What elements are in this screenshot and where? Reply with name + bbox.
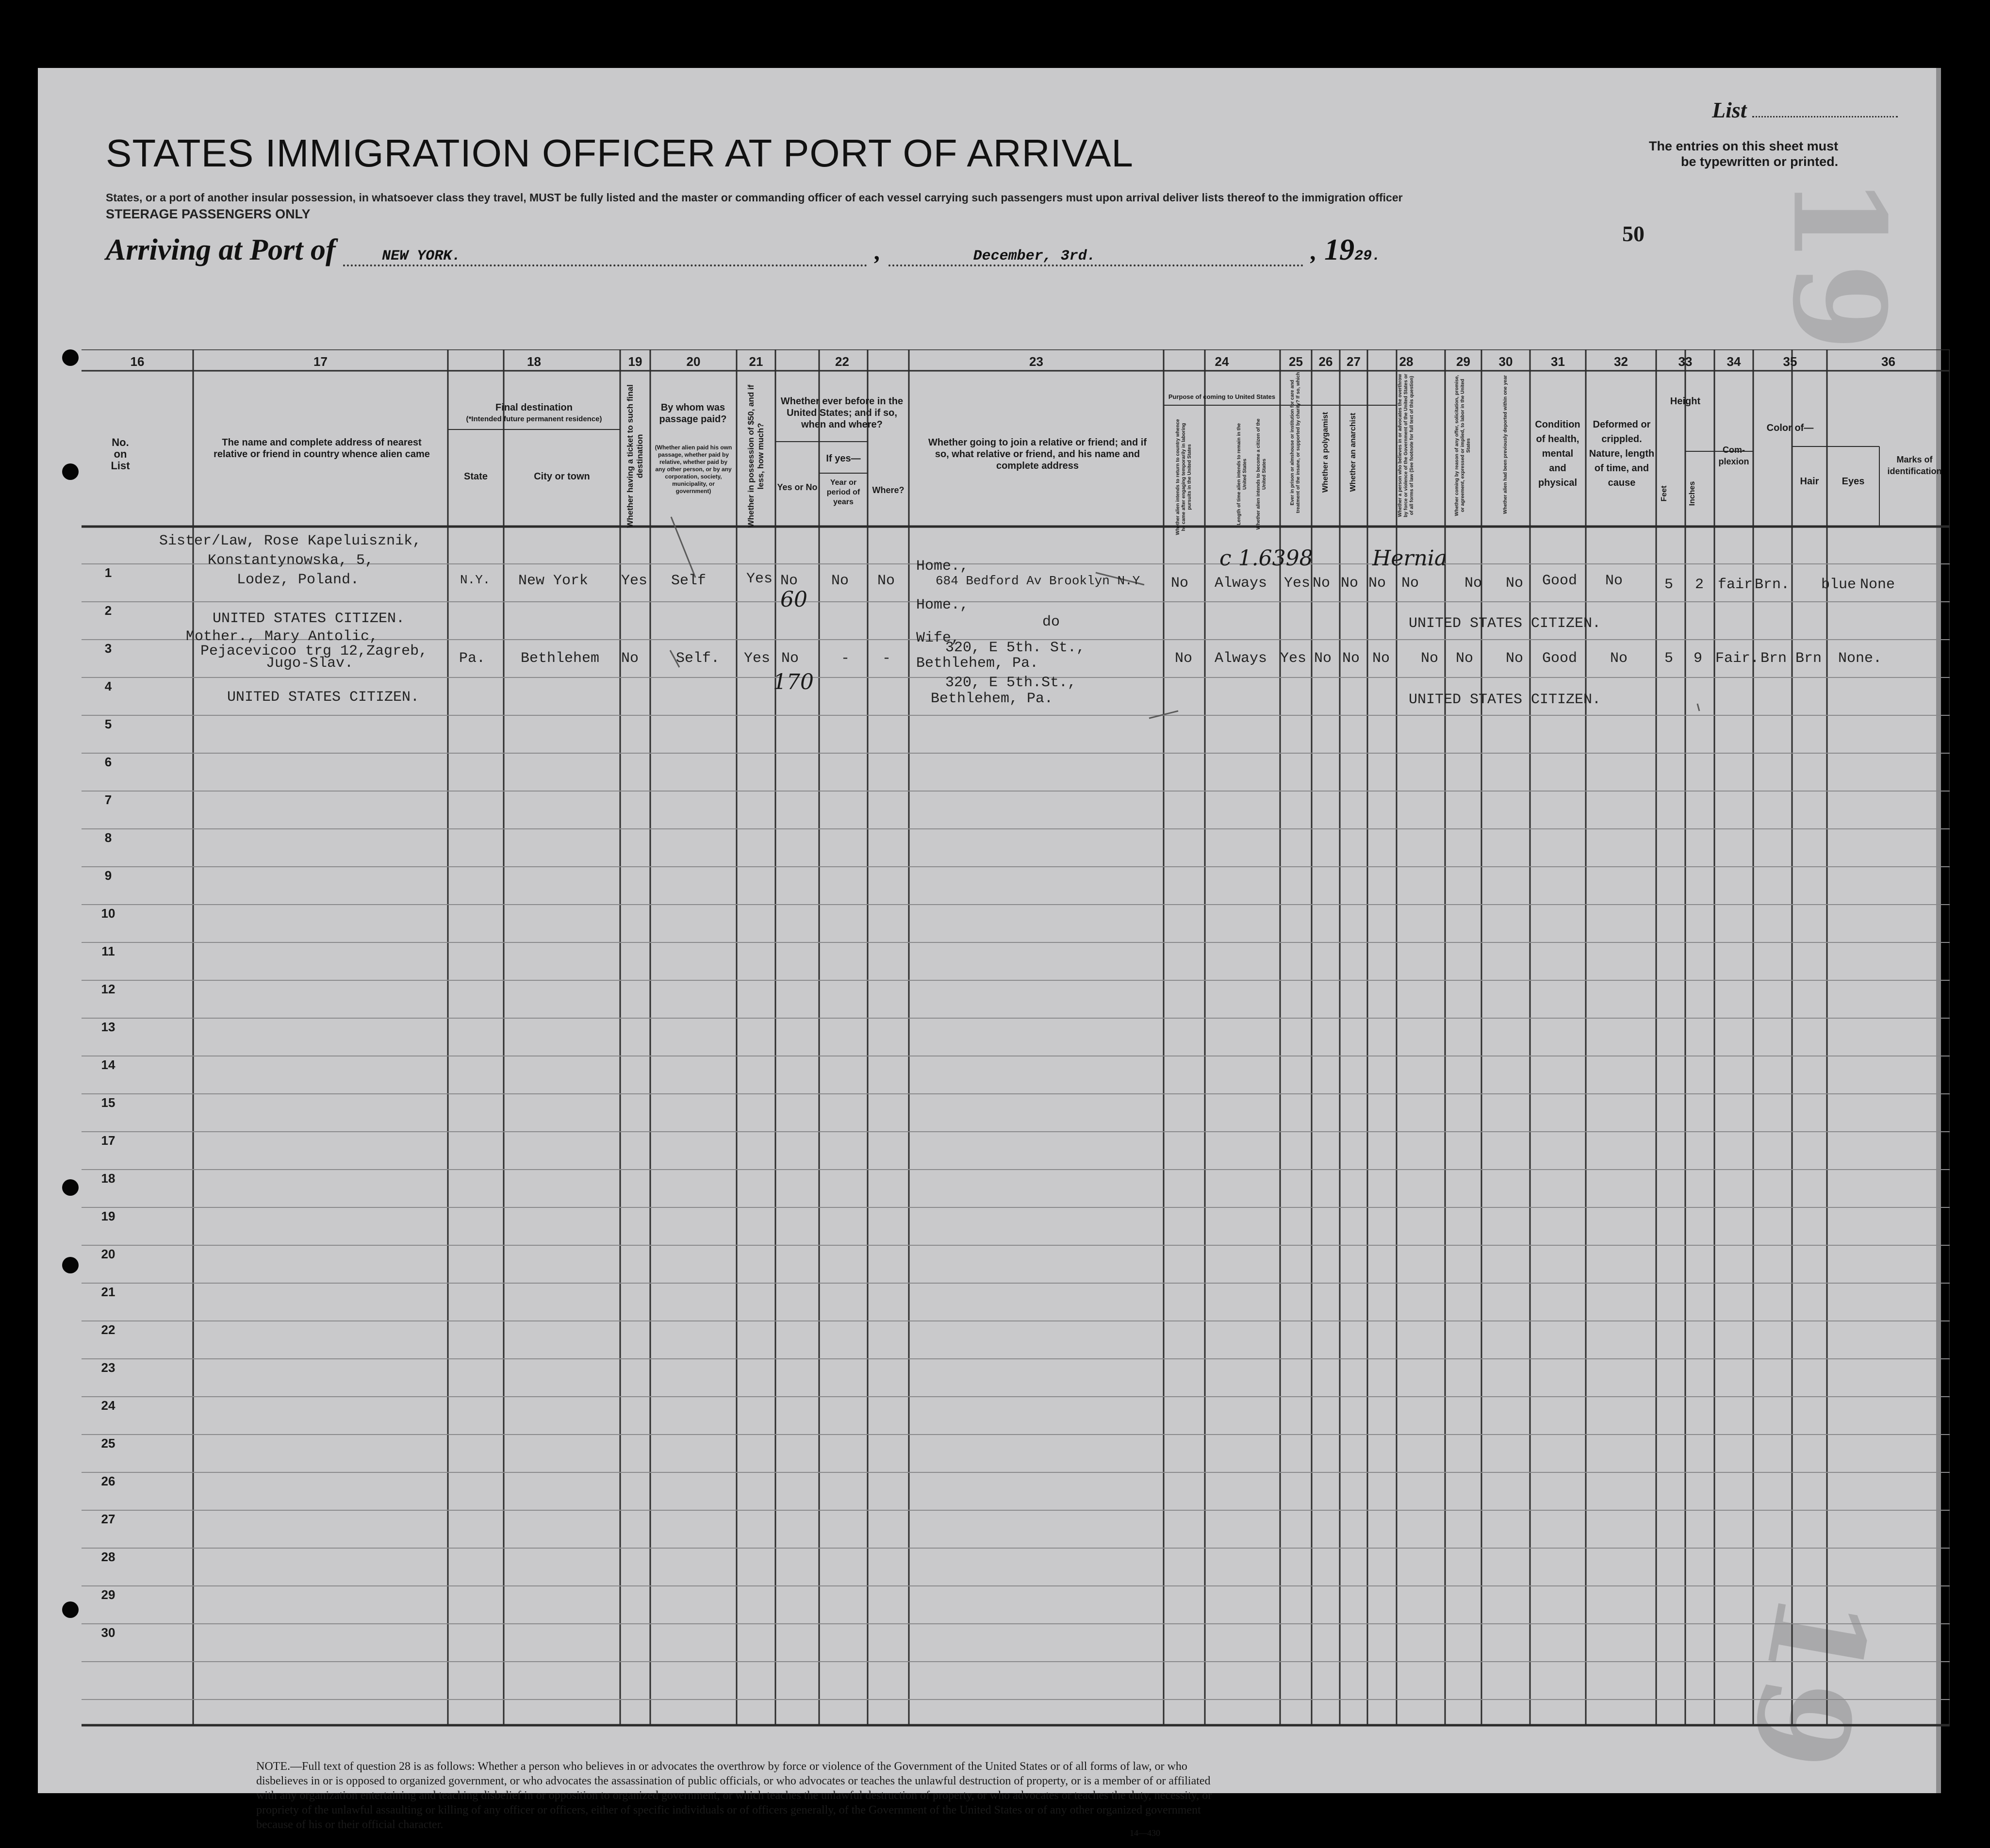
hdr-deformed: Deformed or crippled. Nature, length of time, and cause bbox=[1589, 419, 1655, 488]
manifest-sheet bbox=[38, 68, 1942, 1838]
row-number: 20 bbox=[101, 1247, 115, 1261]
hdr-ever-before: Whether ever before in the United States; and if so, when and where? bbox=[780, 396, 904, 430]
footnote: NOTE.—Full text of question 28 is as follows: Whether a person who believes in or advocates the overthrow by force or violence of the Government of the United States or of all forms of law, or who disbelieves in or is opposed to organized government, or who advocates the assassination of public officials, or who advocates or teaches the unlawful destruction of property, or is a member of or affiliated with any organization entertaining and teaching disbelief in or opposition to organized government, or which teaches the unlawful destruction of property, or who advocates or teaches the duty, necessity, or propriety of the unlawful assaulting or killing of any officer or officers, either of specific individuals or of officers generally, of the Government of the United States or of any other organized government because of his or their official character. bbox=[256, 1760, 1212, 1831]
r3-state: Pa. bbox=[459, 650, 486, 667]
r1-join-line-1: Home., bbox=[916, 558, 969, 575]
col-num-21: 21 bbox=[749, 354, 763, 369]
hdr-inches: Inches bbox=[1688, 481, 1696, 506]
row-number: 21 bbox=[101, 1285, 115, 1299]
hdr-purpose: Purpose of coming to United States bbox=[1168, 393, 1276, 400]
row-number: 29 bbox=[101, 1587, 115, 1602]
row-number: 24 bbox=[101, 1398, 115, 1413]
r3-health: Good bbox=[1542, 650, 1578, 667]
binding-hole bbox=[62, 1179, 79, 1196]
arriving-label: Arriving at Port of bbox=[106, 233, 336, 266]
binding-hole bbox=[62, 349, 79, 366]
row-number: 26 bbox=[101, 1474, 115, 1488]
r3-purpose-c: Yes bbox=[1280, 650, 1307, 667]
hdr-purpose-b: Length of time alien intends to remain in the United States bbox=[1236, 423, 1248, 526]
r1-purpose-a: No bbox=[1171, 575, 1189, 592]
r3-deformed: No bbox=[1610, 650, 1628, 667]
hdr-yes-no: Yes or No bbox=[777, 482, 818, 492]
col-num-24: 24 bbox=[1215, 354, 1229, 369]
row-number: 4 bbox=[104, 679, 112, 693]
hdr-q29: Whether coming by reason of any offer, solicitation, promise, or agreement, expressed or implied, to labor in the United States bbox=[1454, 375, 1471, 516]
row-number: 19 bbox=[101, 1209, 115, 1223]
hdr-q30: Whether alien had been previously deported within one year bbox=[1503, 375, 1508, 514]
row-number: 22 bbox=[101, 1322, 115, 1337]
hdr-nearest-relative: The name and complete address of nearest relative or friend in country whence alien came bbox=[214, 437, 430, 460]
r1-state: N.Y. bbox=[460, 573, 491, 587]
r1-relative-line-1: Sister/Law, Rose Kapeluisznik, bbox=[159, 533, 422, 549]
stamp-top: 19 bbox=[1764, 175, 1913, 351]
r2-join-line-1: Home., bbox=[916, 597, 969, 613]
row-number: 28 bbox=[101, 1550, 115, 1564]
r3-join-line-2: 320, E 5th. St., bbox=[945, 640, 1085, 656]
hdr-height: Height bbox=[1670, 396, 1701, 407]
instructions-line-1: States, or a port of another insular possession, in whatsoever class they travel, MUST be fully listed and the master or commanding officer of each vessel carrying such passengers must upon arrival deliver lists thereof to the immigration officer bbox=[106, 191, 1403, 204]
r3-paid: Self. bbox=[676, 650, 720, 667]
r1-hair: Brn. bbox=[1755, 577, 1790, 593]
r2-citizen: UNITED STATES CITIZEN. bbox=[1409, 615, 1601, 632]
hdr-joining: Whether going to join a relative or friend; and if so, what relative or friend, and his name and complete address bbox=[928, 437, 1147, 471]
row-number: 17 bbox=[101, 1133, 115, 1148]
row-number: 8 bbox=[104, 830, 112, 845]
r1-col-25: No bbox=[1313, 575, 1331, 592]
hdr-where: Where? bbox=[872, 485, 905, 495]
r3-hair: Brn bbox=[1760, 650, 1787, 667]
col-num-25: 25 bbox=[1289, 354, 1303, 369]
col-num-23: 23 bbox=[1029, 354, 1043, 369]
hdr-hair: Hair bbox=[1800, 476, 1819, 487]
row-number: 1 bbox=[104, 565, 112, 580]
col-num-28: 28 bbox=[1399, 354, 1414, 369]
hdr-purpose-c: Whether alien intends to become a citizen of the United States bbox=[1256, 418, 1267, 530]
handwritten-money-r1: 60 bbox=[780, 587, 807, 612]
hdr-ever-prison: Ever in prison or almshouse or institution for care and treatment of the insane, or supported by charity? If so, which bbox=[1290, 372, 1301, 513]
hdr-condition: Condition of health, mental and physical bbox=[1535, 419, 1580, 488]
row-number: 18 bbox=[101, 1171, 115, 1186]
col-num-22: 22 bbox=[835, 354, 849, 369]
r3-col-28: No bbox=[1421, 650, 1439, 667]
binding-hole bbox=[62, 1601, 79, 1618]
r3-where: - bbox=[882, 650, 891, 667]
col-num-20: 20 bbox=[686, 354, 701, 369]
r1-relative-line-2: Konstantynowska, 5, bbox=[208, 552, 374, 569]
col-num-30: 30 bbox=[1498, 354, 1513, 369]
entries-note-line-1: The entries on this sheet must bbox=[1649, 139, 1839, 153]
r2-relative: UNITED STATES CITIZEN. bbox=[213, 610, 405, 627]
r1-fifty: Yes bbox=[746, 571, 773, 587]
r3-fifty: Yes bbox=[744, 650, 771, 667]
row-number: 15 bbox=[101, 1095, 115, 1110]
r3-purpose-b: Always bbox=[1215, 650, 1267, 667]
hdr-complexion: Com-plexion bbox=[1718, 445, 1749, 466]
hdr-if-yes: If yes— bbox=[826, 453, 861, 464]
col-num-29: 29 bbox=[1456, 354, 1470, 369]
hdr-eyes: Eyes bbox=[1842, 476, 1865, 487]
col-num-27: 27 bbox=[1347, 354, 1361, 369]
r3-year: - bbox=[841, 650, 850, 667]
r1-col-28: No bbox=[1401, 575, 1419, 592]
document-title: STATES IMMIGRATION OFFICER AT PORT OF ARRIVAL bbox=[106, 132, 1134, 175]
r3-marks: None. bbox=[1838, 650, 1882, 667]
year-suffix: 29. bbox=[1354, 248, 1381, 264]
col-num-33: 33 bbox=[1678, 354, 1693, 369]
col-num-18: 18 bbox=[527, 354, 541, 369]
col-num-26: 26 bbox=[1318, 354, 1333, 369]
entries-note bbox=[1649, 138, 1838, 169]
r1-ticket: Yes bbox=[621, 573, 648, 589]
row-number: 5 bbox=[104, 717, 112, 731]
r1-eyes: blue bbox=[1821, 577, 1857, 593]
r1-city: New York bbox=[518, 573, 589, 589]
hdr-feet: Feet bbox=[1660, 485, 1668, 502]
hdr-state: State bbox=[464, 471, 488, 482]
r1-paid: Self bbox=[671, 573, 707, 589]
r1-purpose-c: Yes bbox=[1284, 575, 1311, 592]
col-num-32: 32 bbox=[1614, 354, 1628, 369]
r3-relative-line-2: Pejacevicoo trg 12,Zagreb, bbox=[200, 643, 428, 660]
r1-where: No bbox=[877, 573, 895, 589]
binding-hole bbox=[62, 463, 79, 480]
r3-ever: No bbox=[781, 650, 799, 667]
r1-ever: No bbox=[780, 573, 798, 589]
hdr-ticket: Whether having a ticket to such final destination bbox=[625, 384, 644, 528]
r1-year: No bbox=[831, 573, 849, 589]
row-number: 10 bbox=[101, 906, 115, 921]
r2-join-line-2: do bbox=[1042, 614, 1060, 630]
handwritten-cert-no: c 1.6398 bbox=[1219, 546, 1313, 571]
hdr-q28: Whether a person who believes in or advocates the overthrow by force or violence of the Government of the United States or of all forms of law (See footnote for full text of this question) bbox=[1398, 374, 1414, 517]
r3-feet: 5 bbox=[1664, 650, 1674, 667]
r1-purpose-b: Always bbox=[1215, 575, 1267, 592]
hdr-city: City or town bbox=[534, 471, 590, 482]
col-num-36: 36 bbox=[1881, 354, 1895, 369]
row-number: 25 bbox=[101, 1436, 115, 1451]
r1-inches: 2 bbox=[1695, 577, 1704, 593]
col-num-16: 16 bbox=[130, 354, 145, 369]
r3-eyes: Brn bbox=[1795, 650, 1822, 667]
r4-citizen: UNITED STATES CITIZEN. bbox=[1409, 692, 1601, 708]
arriving-line: Arriving at Port of NEW YORK. , December, 3rd. , 1929. bbox=[106, 233, 1381, 266]
r4-relative: UNITED STATES CITIZEN. bbox=[227, 689, 420, 706]
hdr-anarchist: Whether an anarchist bbox=[1349, 412, 1357, 492]
handwritten-money-r3: 170 bbox=[773, 670, 814, 694]
col-num-31: 31 bbox=[1551, 354, 1565, 369]
r3-relative-line-1: Mother., Mary Antolic, bbox=[186, 628, 378, 645]
hdr-year-period: Year or period of years bbox=[826, 478, 860, 506]
hdr-purpose-a: Whether alien intends to return to country whence he came after engaging temporarily in laboring pursuits in the United States bbox=[1175, 419, 1192, 535]
row-number: 7 bbox=[104, 792, 112, 807]
instructions bbox=[106, 189, 1403, 222]
r4-join-line-1: 320, E 5th.St., bbox=[945, 675, 1077, 691]
list-label bbox=[1712, 97, 1898, 123]
port-field bbox=[343, 248, 867, 266]
col-num-17: 17 bbox=[313, 354, 328, 369]
r3-ticket: No bbox=[621, 650, 639, 667]
handwritten-note-r1: Hernia bbox=[1372, 546, 1447, 571]
hdr-passage-paid: By whom was passage paid? bbox=[659, 402, 727, 425]
hdr-color-of: Color of— bbox=[1766, 423, 1814, 433]
r3-col-26: No bbox=[1342, 650, 1360, 667]
r1-col-27: No bbox=[1368, 575, 1386, 592]
row-number: 11 bbox=[101, 944, 115, 958]
row-number: 2 bbox=[104, 603, 112, 618]
r3-col-27: No bbox=[1372, 650, 1390, 667]
col-num-34: 34 bbox=[1727, 354, 1741, 369]
list-label-text: List bbox=[1712, 98, 1747, 122]
date-field bbox=[888, 248, 1303, 266]
instructions-line-2: STEERAGE PASSENGERS ONLY bbox=[106, 207, 311, 221]
r3-city: Bethlehem bbox=[521, 650, 600, 667]
col-num-35: 35 bbox=[1783, 354, 1797, 369]
row-number: 6 bbox=[104, 755, 112, 769]
r1-deformed: No bbox=[1605, 573, 1623, 589]
r1-complexion: fair bbox=[1718, 577, 1753, 593]
row-number: 13 bbox=[101, 1020, 115, 1034]
r1-relative-line-3: Lodez, Poland. bbox=[237, 572, 360, 588]
r3-relative-line-3: Jugo-Slav. bbox=[266, 655, 354, 672]
row-number: 9 bbox=[104, 868, 112, 883]
page-number: 50 bbox=[1622, 221, 1645, 246]
hdr-marks: Marks of identification bbox=[1887, 455, 1942, 476]
r3-col-29: No bbox=[1456, 650, 1474, 667]
hdr-polygamist: Whether a polygamist bbox=[1321, 412, 1330, 493]
r1-col-30: No bbox=[1506, 575, 1524, 592]
stamp-bottom: 19 bbox=[1721, 1581, 1898, 1780]
entries-note-line-2: be typewritten or printed. bbox=[1681, 154, 1839, 169]
r3-col-30: No bbox=[1506, 650, 1524, 667]
port-value: NEW YORK. bbox=[382, 248, 461, 264]
r3-col-25: No bbox=[1314, 650, 1332, 667]
binding-hole bbox=[62, 1257, 79, 1273]
year-prefix: 19 bbox=[1324, 233, 1355, 266]
r3-join-line-1: Wife, bbox=[916, 630, 960, 646]
row-number: 14 bbox=[101, 1057, 115, 1072]
hdr-fifty-dollars: Whether in possession of $50, and if less, how much? bbox=[746, 384, 765, 528]
hdr-final-destination-note: (*Intended future permanent residence) bbox=[466, 415, 602, 423]
row-number: 30 bbox=[101, 1625, 115, 1640]
col-num-19: 19 bbox=[628, 354, 642, 369]
r3-complexion: Fair. bbox=[1715, 650, 1760, 667]
form-number: 14—430 bbox=[1130, 1828, 1160, 1838]
r1-join-line-2: 684 Bedford Av Brooklyn N.Y bbox=[936, 574, 1140, 588]
hdr-passage-paid-note: (Whether alien paid his own passage, whether paid by relative, whether paid by any other person, or by any corporation, society, municipality, or government) bbox=[655, 444, 732, 495]
manifest-table bbox=[82, 349, 1950, 1728]
r1-col-26: No bbox=[1341, 575, 1359, 592]
r1-health: Good bbox=[1542, 573, 1578, 589]
r1-feet: 5 bbox=[1664, 577, 1674, 593]
r3-inches: 9 bbox=[1694, 650, 1703, 667]
r1-col-29: No bbox=[1464, 575, 1482, 592]
row-number: 3 bbox=[104, 641, 112, 656]
r4-join-line-2: Bethlehem, Pa. bbox=[931, 691, 1053, 707]
row-number: 12 bbox=[101, 982, 115, 996]
row-number: 27 bbox=[101, 1512, 115, 1526]
hdr-final-destination: Final destination bbox=[495, 402, 573, 413]
date-value: December, 3rd. bbox=[973, 248, 1096, 264]
r3-purpose-a: No bbox=[1175, 650, 1193, 667]
r1-marks: None bbox=[1860, 577, 1895, 593]
hdr-no-on-list: No. on List bbox=[111, 436, 130, 472]
row-number: 23 bbox=[101, 1360, 115, 1375]
list-field bbox=[1752, 116, 1898, 117]
r3-join-line-3: Bethlehem, Pa. bbox=[916, 655, 1039, 672]
